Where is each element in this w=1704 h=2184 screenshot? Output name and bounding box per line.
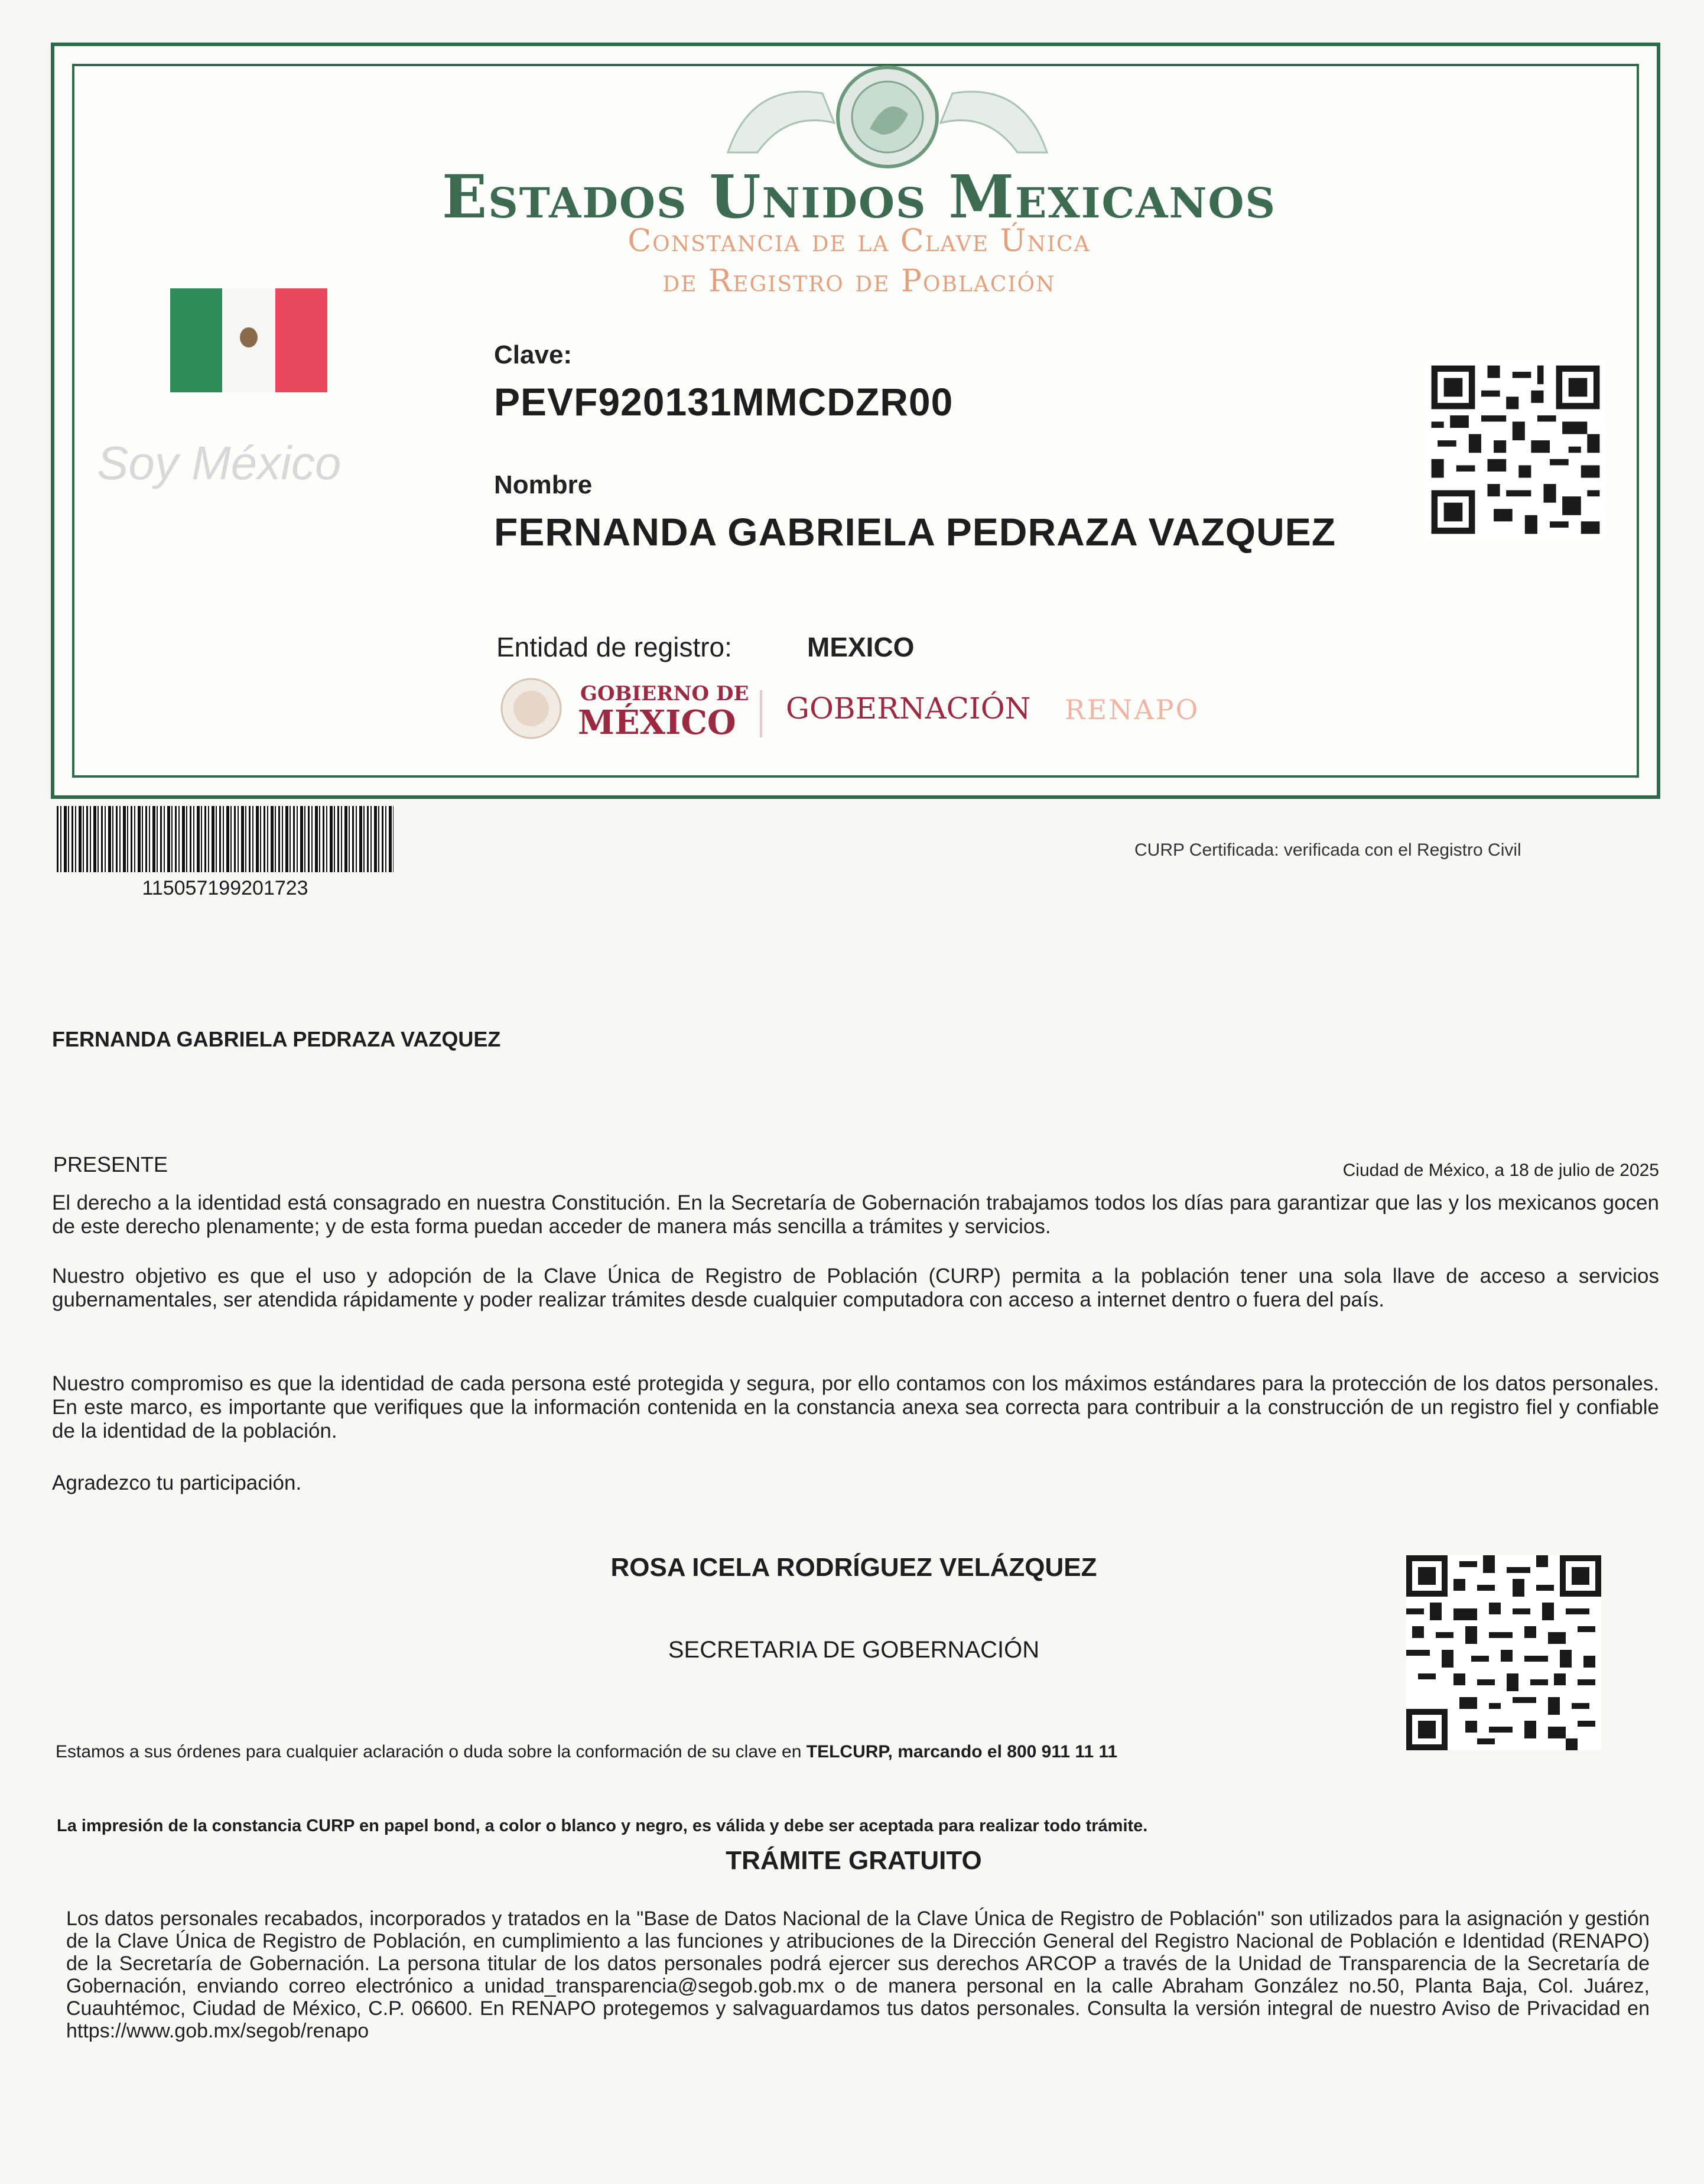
presente-label: PRESENTE: [53, 1152, 168, 1176]
certification-note: CURP Certificada: verificada con el Registro Civil: [1134, 840, 1521, 860]
mexico-label: MÉXICO: [578, 703, 736, 742]
logo-divider: [760, 690, 762, 737]
signer-name: ROSA ICELA RODRÍGUEZ VELÁZQUEZ: [610, 1553, 1097, 1582]
barcode-number: 115057199201723: [142, 877, 308, 899]
privacy-notice: Los datos personales recabados, incorporados y tratados en la "Base de Datos Nacional de la Clave Única de Registro de Población" son utilizados para la asignación y gestión de la Clave Única de Registro de Población, en cumplimiento a las funciones y atribuciones de la Dirección General del Registro Nacional de Población e Identidad (RENAPO) de la Secretaría de Gobernación. La persona titular de los datos personales podrá ejercer sus derechos ARCOP a través de la Unidad de Transparencia de la Secretaría de Gobernación, enviando correo electrónico a unidad_transparencia@segob.gob.mx o de manera personal en la calle Abraham González no.50, Planta Baja, Col. Juárez, Cuauhtémoc, Ciudad de México, C.P. 06600. En RENAPO protegemos y salvaguardamos tus datos personales. Consulta la versión integral de nuestro Aviso de Privacidad en https://www.gob.mx/segob/renapo: [66, 1907, 1650, 2042]
gobierno-seal-icon: [499, 676, 564, 741]
clave-value: PEVF920131MMCDZR00: [494, 380, 954, 424]
barcode-icon: [57, 806, 394, 872]
certificate-subtitle-line1: Constancia de la Clave Única: [627, 223, 1091, 259]
qr-code-signature-icon: [1406, 1555, 1601, 1750]
print-notice: La impresión de la constancia CURP en papel bond, a color o blanco y negro, es válida y debe ser aceptada para realizar todo trámite.: [57, 1816, 1148, 1835]
national-emblem-icon: [704, 58, 1071, 170]
entidad-value: MEXICO: [807, 632, 915, 662]
paragraph-3: Nuestro compromiso es que la identidad de cada persona esté protegida y segura, por ello contamos con los máximos estándares para la protección de los datos personales. En este marco, es importante que verifiques que la información contenida en la constancia anexa sea correcta para contribuir a la construcción de un registro fiel y confiable de la identidad de la población.: [52, 1372, 1659, 1442]
certificate-subtitle-line2: de Registro de Población: [662, 264, 1056, 299]
telcurp-phone: TELCURP, marcando el 800 911 11 11: [806, 1742, 1118, 1762]
paragraph-1: El derecho a la identidad está consagrado en nuestra Constitución. En la Secretaría de Gobernación trabajamos todos los días para garantizar que las y los mexicanos gocen de este derecho plenamente; y de esta forma puedan acceder de manera más sencilla a trámites y servicios.: [52, 1191, 1659, 1238]
signer-title: SECRETARIA DE GOBERNACIÓN: [668, 1637, 1040, 1663]
renapo-logo: RENAPO: [1065, 694, 1200, 726]
free-procedure-label: TRÁMITE GRATUITO: [726, 1846, 982, 1875]
soy-mexico-watermark: Soy México: [97, 437, 342, 489]
nombre-label: Nombre: [494, 470, 593, 499]
curp-certificate-card: [51, 43, 1660, 799]
clave-label: Clave:: [494, 340, 573, 369]
contact-line: [56, 1742, 1117, 1762]
contact-text: Estamos a sus órdenes para cualquier aclaración o duda sobre la conformación de su clave en: [56, 1742, 807, 1762]
recipient-name: FERNANDA GABRIELA PEDRAZA VAZQUEZ: [52, 1027, 501, 1051]
qr-code-icon: [1425, 359, 1606, 540]
thanks-text: Agradezco tu participación.: [52, 1471, 302, 1494]
gobierno-de-label: GOBIERNO DE: [580, 682, 749, 706]
mexican-flag-icon: [170, 288, 327, 392]
letter-date: Ciudad de México, a 18 de julio de 2025: [1342, 1161, 1659, 1180]
entidad-label: Entidad de registro:: [496, 632, 732, 662]
gobernacion-logo: GOBERNACIÓN: [786, 691, 1031, 726]
country-title: Estados Unidos Mexicanos: [441, 162, 1276, 232]
paragraph-2: Nuestro objetivo es que el uso y adopción de la Clave Única de Registro de Población (CURP) permita a la población tener una sola llave de acceso a servicios gubernamentales, ser atendida rápidamente y poder realizar trámites desde cualquier computadora con acceso a internet dentro o fuera del país.: [52, 1265, 1659, 1311]
nombre-value: FERNANDA GABRIELA PEDRAZA VAZQUEZ: [494, 510, 1336, 554]
